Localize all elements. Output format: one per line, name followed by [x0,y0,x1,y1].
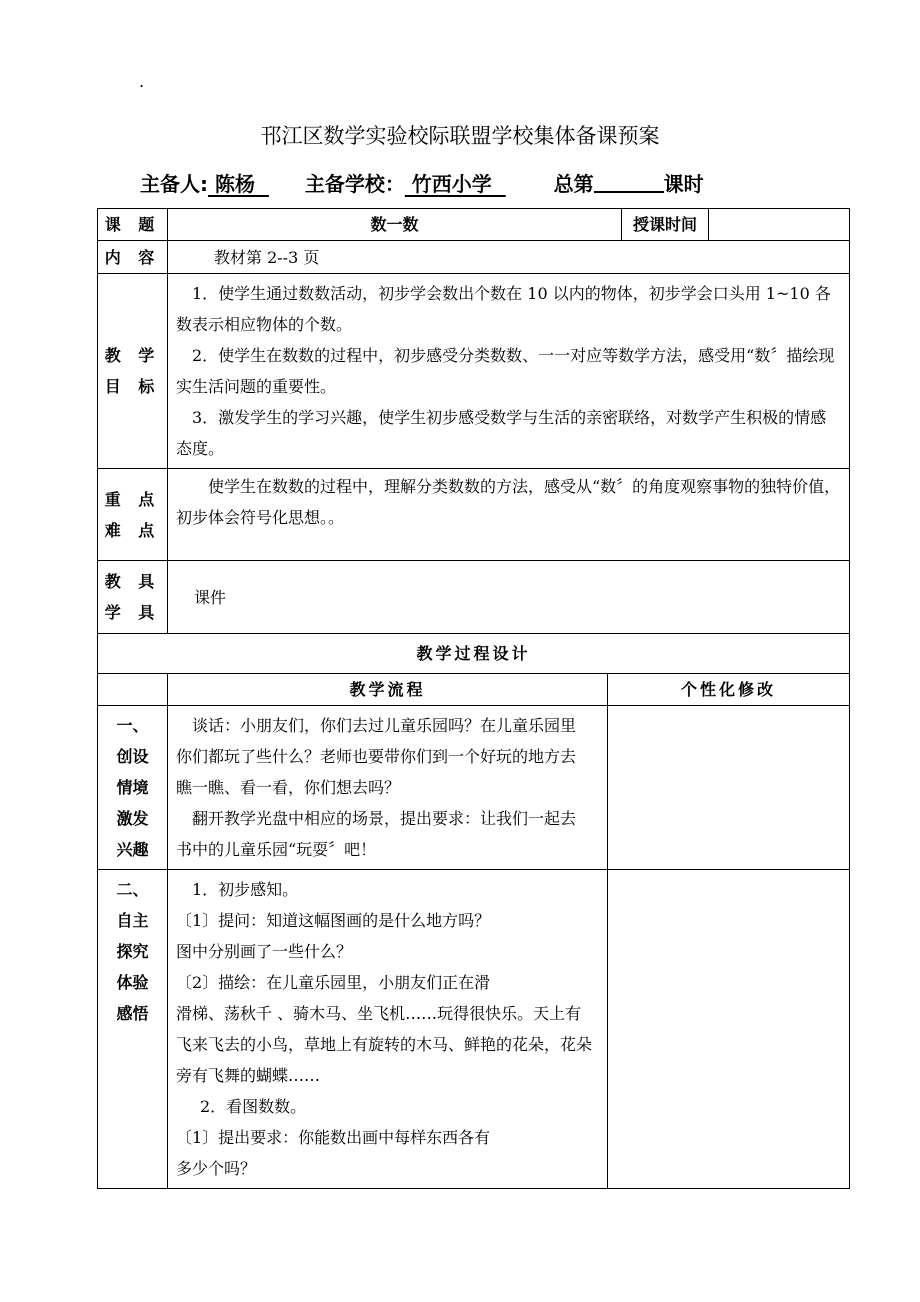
section-2-modification [608,870,850,1189]
process-header-empty [98,674,168,706]
section-2-label-line: 探究 [116,942,149,961]
section-2-line: 图中分别画了一些什么？ [176,942,353,961]
key-points-value: 使学生在数数的过程中，理解分类数数的方法，感受从“数〞的角度观察事物的独特价值，初步体会符号化思想。。 [176,477,841,527]
tools-value: 课件 [194,587,227,607]
section-2-label-line: 感悟 [116,1004,149,1023]
header-info-line [140,168,704,197]
tools-label-line-2: 学 具 [104,603,161,622]
section-1-label-line: 创设 [116,747,149,766]
goal-item: 3．激发学生的学习兴趣，使学生初步感受数学与生活的亲密联络，对数学产生积极的情感态度。 [176,408,827,458]
content-label: 内 容 [98,241,168,274]
section-1-label-line: 激发 [116,809,149,828]
tools-cell [168,561,850,634]
section-1-paragraph: 谈话：小朋友们，你们去过儿童乐园吗？在儿童乐园里你们都玩了些什么？老师也要带你们到一个好玩的地方去瞧一瞧、看一看，你们想去吗？ [176,716,577,797]
goal-item: 1．使学生通过数数活动，初步学会数出个数在 10 以内的物体，初步学会口头用 1~10 各数表示相应物体的个数。 [176,284,831,334]
content-value: 教材第 2--3 页 [214,247,320,267]
topic-value: 数一数 [168,209,622,241]
section-2-line: 〔2〕描绘：在儿童乐园里，小朋友们正在滑 [176,973,491,992]
lesson-plan-table [97,208,850,1189]
preparer-name: 陈杨 [208,172,269,196]
section-2-line: 〔1〕提问：知道这幅图画的是什么地方吗？ [176,911,491,930]
preparer-label: 主备人: [140,172,208,196]
section-2-label [98,870,168,1189]
period-label: 课时 [663,172,704,196]
goals-label [98,274,168,469]
key-label-line-1: 重 点 [104,489,161,509]
key-points-cell [168,469,850,561]
section-1-modification [608,706,850,870]
school-label: 主备学校： [304,172,405,196]
page-marker-dot: . [139,72,145,91]
modification-header: 个性化修改 [608,674,850,706]
section-2-line: 2．看图数数。 [200,1097,307,1116]
section-2-line: 滑梯、荡秋千 、骑木马、坐飞机……玩得很快乐。天上有飞来飞去的小鸟，草地上有旋转的木马、鲜艳的花朵，花朵旁有飞舞的蝴蝶…… [176,1004,593,1085]
process-design-title: 教学过程设计 [98,634,850,674]
section-2-label-line: 体验 [116,973,149,992]
goals-cell [168,274,850,469]
section-2-line: 1．初步感知。 [192,880,299,899]
section-2-label-line: 自主 [116,911,149,930]
section-2-line: 多少个吗？ [176,1159,257,1178]
class-time-value [709,209,850,241]
goal-item: 2．使学生在数数的过程中，初步感受分类数数、一一对应等数学方法，感受用“数〞描绘现实生活问题的重要性。 [176,346,835,396]
section-2-content [168,870,608,1189]
class-time-label: 授课时间 [622,209,709,241]
tools-label [98,561,168,634]
key-points-label [98,469,168,561]
total-label: 总第 [553,172,594,196]
section-1-label-line: 一、 [116,716,149,735]
section-2-line: 〔1〕提出要求：你能数出画中每样东西各有 [176,1128,491,1147]
school-name: 竹西小学 [404,172,506,196]
section-2-label-line: 二、 [116,880,149,899]
section-1-content [168,706,608,870]
section-1-paragraph: 翻开教学光盘中相应的场景，提出要求：让我们一起去书中的儿童乐园“玩耍〞吧！ [176,809,577,859]
goals-label-line-2: 目 标 [104,377,161,396]
flow-header: 教学流程 [168,674,608,706]
section-1-label [98,706,168,870]
content-cell [168,241,850,274]
document-title: 邗江区数学实验校际联盟学校集体备课预案 [260,124,660,148]
goals-label-line-1: 教 学 [104,346,161,365]
topic-label: 课 题 [98,209,168,241]
section-1-label-line: 兴趣 [116,840,149,859]
section-1-label-line: 情境 [116,778,149,797]
period-number-blank [594,173,664,193]
key-label-line-2: 难 点 [104,520,161,540]
tools-label-line-1: 教 具 [104,572,161,591]
